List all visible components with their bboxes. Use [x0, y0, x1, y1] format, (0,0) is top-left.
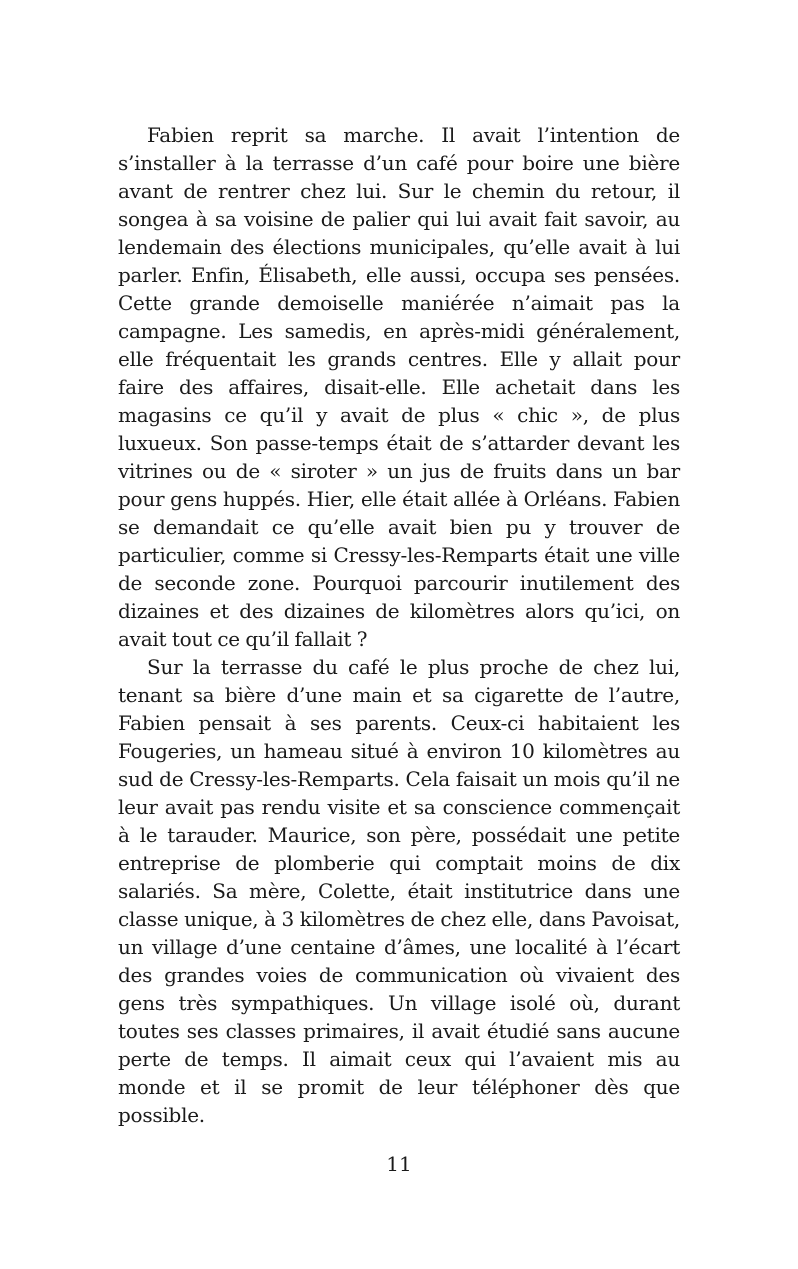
- paragraph-2: Sur la terrasse du café le plus proche de chez lui, tenant sa bière d’une main et sa cigarette de l’autre, Fabien pensait à ses parents. Ceux-ci habitaient les Fougeries, un hameau situé à environ 10 kilomètres au sud de Cressy-les-Remparts. Cela faisait un mois qu’il ne leur avait pas rendu visite et sa conscience commençait à le tarauder. Maurice, son père, possédait une petite entreprise de plomberie qui comptait moins de dix salariés. Sa mère, Colette, était institutrice dans une classe unique, à 3 kilomètres de chez elle, dans Pavoisat, un village d’une centaine d’âmes, une localité à l’écart des grandes voies de communication où vivaient des gens très sympathiques. Un village isolé où, durant toutes ses classes primaires, il avait étudié sans aucune perte de temps. Il aimait ceux qui l’avaient mis au monde et il se promit de leur téléphoner dès que possible.: [118, 655, 680, 1127]
- body-text: [118, 121, 680, 1129]
- paragraph-1: Fabien reprit sa marche. Il avait l’intention de s’installer à la terrasse d’un café pour boire une bière avant de rentrer chez lui. Sur le chemin du retour, il songea à sa voisine de palier qui lui avait fait savoir, au lendemain des élections municipales, qu’elle avait à lui parler. Enfin, Élisabeth, elle aussi, occupa ses pensées. Cette grande demoiselle maniérée n’aimait pas la campagne. Les samedis, en après-midi généralement, elle fréquentait les grands centres. Elle y allait pour faire des affaires, disait-elle. Elle achetait dans les magasins ce qu’il y avait de plus « chic », de plus luxueux. Son passe-temps était de s’attarder devant les vitrines ou de « siroter » un jus de fruits dans un bar pour gens huppés. Hier, elle était allée à Orléans. Fabien se demandait ce qu’elle avait bien pu y trouver de particulier, comme si Cressy-les-Remparts était une ville de seconde zone. Pourquoi parcourir inutilement des dizaines et des dizaines de kilomètres alors qu’ici, on avait tout ce qu’il fallait ?: [118, 123, 680, 651]
- page-number: 11: [386, 1152, 412, 1176]
